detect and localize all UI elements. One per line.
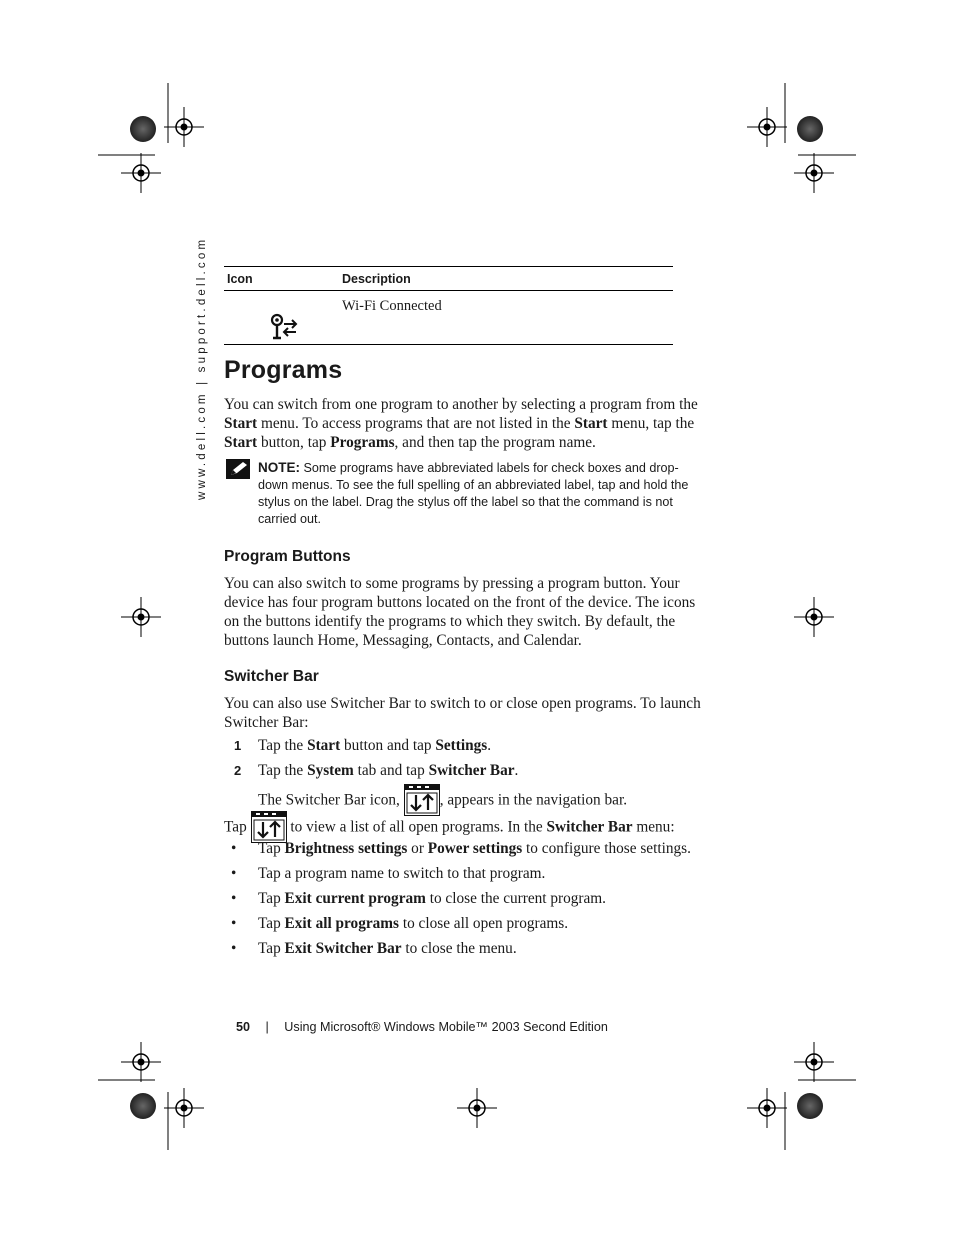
footer-separator: | (265, 1020, 269, 1034)
side-url: www.dell.com | support.dell.com (196, 236, 208, 500)
note-text: Some programs have abbreviated labels for check boxes and drop-down menus. To see the full spelling of an abbreviated label, tap and hold the stylus on the label. Drag the stylus off the label so that the command is not carried out. (258, 461, 689, 526)
wifi-connected-icon (268, 312, 300, 340)
table-row (224, 291, 673, 345)
switcher-bar-icon (251, 811, 287, 843)
page-footer (236, 1020, 608, 1034)
row-description: Wi-Fi Connected (342, 298, 442, 314)
note-label: NOTE: (258, 460, 300, 475)
header-description: Description (342, 271, 411, 286)
switcher-icon-line: The Switcher Bar icon, , appears in the navigation bar. (258, 784, 738, 816)
switcher-bar-heading: Switcher Bar (224, 668, 319, 685)
pencil-note-icon (226, 459, 250, 479)
program-buttons-text: You can also switch to some programs by pressing a program button. Your device has four program buttons located on the front of the device. The icons on the buttons identify the programs to which they switch. By default, the buttons launch Home, Messaging, Contacts, and Calendar. (224, 575, 696, 649)
page-title: Programs (224, 356, 343, 384)
note-box (226, 459, 702, 528)
switcher-tap-line: Tap to view a list of all open programs. In the Switcher Bar menu: (224, 811, 704, 843)
footer-title: Using Microsoft® Windows Mobile™ 2003 Second Edition (284, 1020, 608, 1034)
table-header (224, 267, 673, 291)
icon-table (224, 266, 673, 345)
header-icon: Icon (227, 271, 253, 286)
page-number: 50 (236, 1020, 251, 1034)
program-buttons-heading: Program Buttons (224, 548, 351, 565)
switcher-bar-intro: You can also use Switcher Bar to switch to or close open programs. To launch Switcher Bar: (224, 695, 701, 731)
programs-intro: You can switch from one program to another by selecting a program from the Start menu. To access programs that are not listed in the Start menu, tap the Start button, tap Programs, and then tap the program name. (224, 396, 698, 451)
